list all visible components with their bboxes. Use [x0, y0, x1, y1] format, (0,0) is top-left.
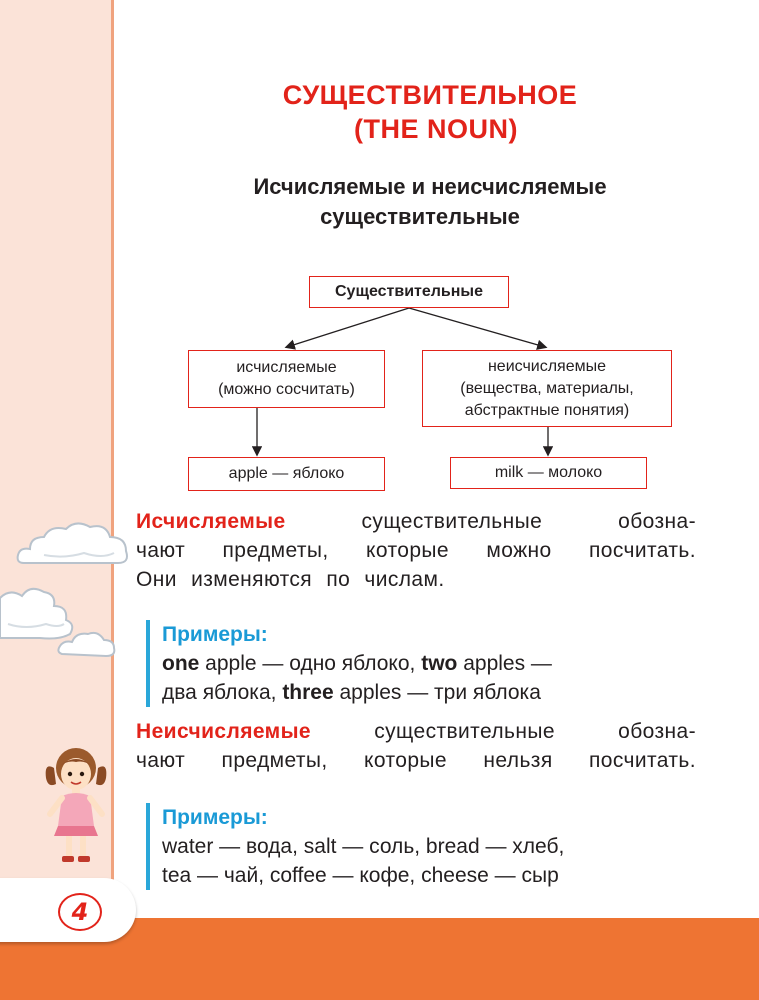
- page-title: [130, 78, 730, 146]
- countable-term: Исчисляемые: [136, 510, 286, 533]
- subtitle-line-1: Исчисляемые и неисчисляемые: [253, 174, 607, 199]
- uncountable-box: [422, 350, 672, 427]
- title-line-2: (THE NOUN): [354, 114, 518, 144]
- example2-line1: water — вода, salt — соль, bread — хлеб,: [162, 835, 565, 858]
- countable-label: исчисляемые: [236, 359, 337, 376]
- examples-heading: Примеры:: [162, 806, 268, 829]
- examples-heading: Примеры:: [162, 623, 268, 646]
- uncountable-paragraph: [136, 717, 696, 775]
- girl-illustration: [40, 740, 112, 870]
- title-line-1: СУЩЕСТВИТЕЛЬНОЕ: [282, 80, 578, 110]
- word-three: three: [282, 681, 334, 704]
- uncountable-label: неисчисляемые: [487, 357, 607, 375]
- para1-line2: чают предметы, которые можно посчитать.: [136, 539, 696, 562]
- para2-line1: существительные обозна-: [374, 720, 696, 743]
- cloud-icon: [14, 515, 134, 575]
- countable-examples: [146, 620, 722, 707]
- subtitle-line-2: существительные: [320, 204, 520, 229]
- example1-text-c: два яблока,: [162, 681, 283, 704]
- uncountable-note-2: абстрактные понятия): [464, 401, 630, 419]
- countable-box: [188, 350, 385, 408]
- para2-line2: чают предметы, которые нельзя посчитать.: [136, 749, 696, 772]
- uncountable-note-1: (вещества, материалы,: [460, 379, 634, 397]
- para1-line1: существительные обозна-: [361, 510, 696, 533]
- example1-text-d: apples — три яблока: [333, 681, 541, 704]
- example1-line2: [162, 678, 722, 707]
- section-subtitle: [130, 172, 730, 232]
- uncountable-term: Неисчисляемые: [136, 720, 312, 743]
- example1-text-a: apple — одно яблоко,: [199, 652, 422, 675]
- example1-line1: [162, 649, 722, 678]
- countable-example-box: apple — яблоко: [188, 457, 385, 491]
- countable-note: (можно сосчитать): [218, 381, 355, 398]
- para1-line3: Они изменяются по числам.: [136, 568, 445, 591]
- uncountable-example-box: milk — молоко: [450, 457, 647, 489]
- example1-text-b: apples —: [457, 652, 552, 675]
- uncountable-examples: [146, 803, 722, 890]
- countable-paragraph: [136, 507, 696, 594]
- page-number: 4: [58, 893, 102, 931]
- cloud-icon: [56, 626, 118, 660]
- word-one: one: [162, 652, 200, 675]
- word-two: two: [421, 652, 458, 675]
- diagram-root-box: Существительные: [309, 276, 509, 308]
- example2-line2: tea — чай, coffee — кофе, cheese — сыр: [162, 864, 559, 887]
